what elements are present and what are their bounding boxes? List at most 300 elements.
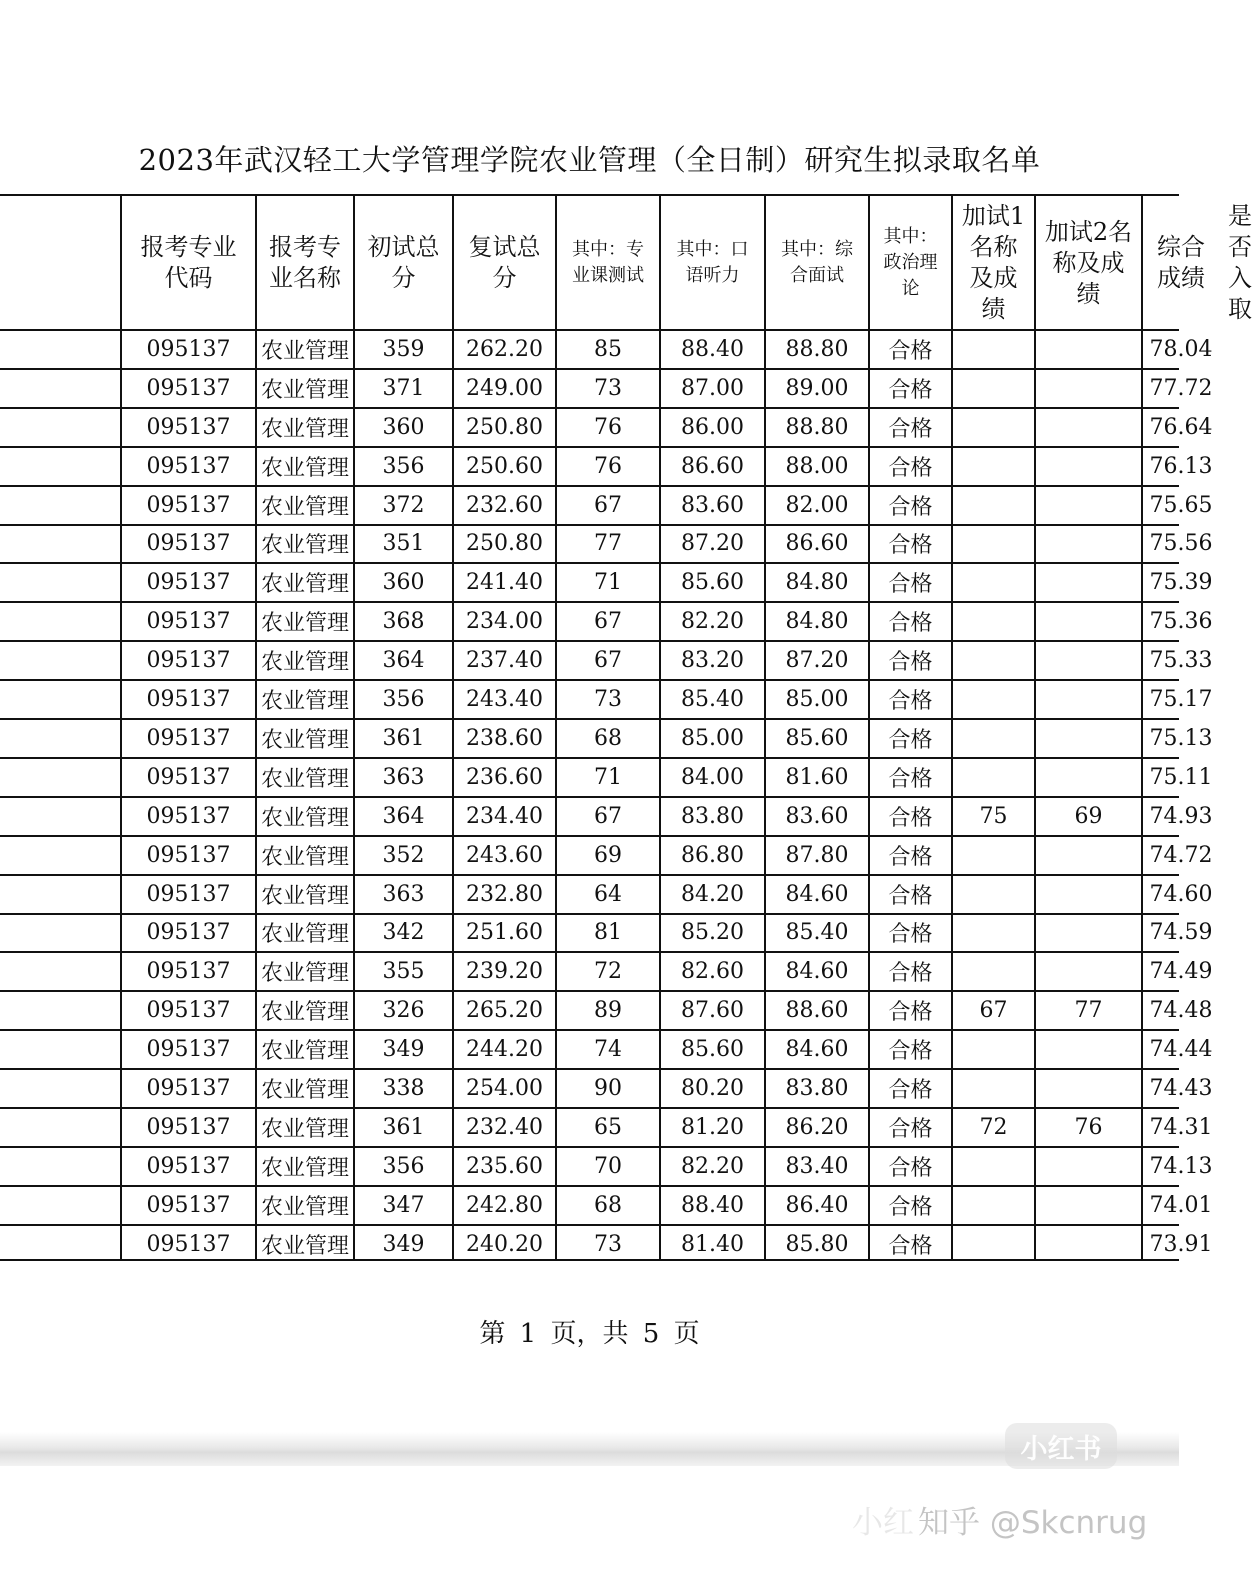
table-cell: 89 <box>594 998 622 1024</box>
table-cell: 85.40 <box>785 920 849 946</box>
table-cell: 82.60 <box>681 959 744 985</box>
column-header: 加试2名称及成绩 <box>1044 217 1133 308</box>
table-cell: 合格 <box>888 611 933 637</box>
table-cell: 农业管理 <box>260 689 349 715</box>
table-cell <box>952 408 1035 447</box>
table-cell: 87.00 <box>681 375 744 401</box>
table-cell: 349 <box>382 1231 425 1257</box>
table-cell: 67 <box>979 998 1008 1024</box>
table-cell: 88.80 <box>785 336 849 362</box>
table-cell: 84.60 <box>785 881 849 907</box>
table-cell: 242.80 <box>466 1192 543 1218</box>
table-cell: 农业管理 <box>260 1078 349 1104</box>
table-cell: 355 <box>382 959 425 985</box>
table-cell: 68 <box>594 1192 622 1218</box>
table-cell <box>952 1069 1035 1108</box>
table-cell: 67 <box>594 648 622 674</box>
table-cell: 250.80 <box>466 531 543 557</box>
table-cell: 74.48 <box>1149 998 1213 1024</box>
table-cell: 095137 <box>146 570 231 596</box>
table-cell: 合格 <box>888 377 933 403</box>
table-cell <box>1035 1147 1142 1186</box>
table-cell: 73 <box>594 687 622 713</box>
table-cell: 095137 <box>146 648 231 674</box>
table-cell: 356 <box>382 1153 425 1179</box>
table-cell: 合格 <box>888 650 933 676</box>
table-cell: 64 <box>594 881 622 907</box>
table-cell: 234.00 <box>466 609 543 635</box>
table-cell: 095137 <box>146 453 231 479</box>
table-row <box>0 563 1213 602</box>
row-divider <box>0 835 1179 837</box>
table-cell: 095137 <box>146 375 231 401</box>
table-cell: 农业管理 <box>260 1116 349 1142</box>
row-divider <box>0 796 1179 798</box>
table-cell <box>1035 758 1142 797</box>
table-cell: 74.01 <box>1149 1192 1213 1218</box>
column-header: 其中：专业课测试 <box>572 239 644 286</box>
table-row <box>0 914 1213 953</box>
table-cell: 农业管理 <box>260 1155 349 1181</box>
table-cell: 74.43 <box>1149 1076 1213 1102</box>
column-header: 报考专业代码 <box>140 233 237 292</box>
table-cell <box>1035 563 1142 602</box>
table-cell: 农业管理 <box>260 416 349 442</box>
table-cell: 87.20 <box>785 648 849 674</box>
table-cell: 73.91 <box>1149 1231 1213 1257</box>
table-cell: 238.60 <box>466 725 543 751</box>
table-cell: 84.60 <box>785 959 849 985</box>
table-cell: 87.60 <box>681 998 744 1024</box>
table-cell <box>1035 447 1142 486</box>
table-row <box>0 758 1213 797</box>
table-cell: 88.00 <box>785 453 849 479</box>
row-divider <box>0 913 1179 915</box>
table-cell: 095137 <box>146 881 231 907</box>
table-cell: 095137 <box>146 1114 231 1140</box>
table-cell: 359 <box>382 336 425 362</box>
table-row <box>0 680 1213 719</box>
table-cell: 095137 <box>146 1231 231 1257</box>
table-cell: 095137 <box>146 531 231 557</box>
table-cell <box>952 1186 1035 1225</box>
table-cell: 72 <box>979 1114 1008 1140</box>
column-header: 报考专业名称 <box>269 233 341 292</box>
table-cell: 85.60 <box>785 725 849 751</box>
table-cell: 67 <box>594 803 622 829</box>
table-cell <box>1035 602 1142 641</box>
table-cell <box>1035 914 1142 953</box>
table-cell: 89.00 <box>785 375 849 401</box>
table-cell: 371 <box>382 375 425 401</box>
table-cell: 86.60 <box>785 531 849 557</box>
table-cell: 363 <box>382 881 425 907</box>
row-divider <box>0 679 1179 681</box>
table-cell: 095137 <box>146 842 231 868</box>
table-cell: 244.20 <box>466 1037 543 1063</box>
row-divider <box>0 368 1179 370</box>
row-divider <box>0 1185 1179 1187</box>
table-cell: 67 <box>594 492 622 518</box>
table-cell: 合格 <box>888 1039 933 1065</box>
table-cell: 74.44 <box>1149 1037 1213 1063</box>
table-cell <box>952 836 1035 875</box>
table-cell: 78.04 <box>1149 336 1213 362</box>
table-cell: 农业管理 <box>260 1233 349 1259</box>
column-divider <box>1034 196 1036 1259</box>
table-cell: 361 <box>382 1114 425 1140</box>
table-cell: 86.40 <box>785 1192 849 1218</box>
table-cell: 农业管理 <box>260 844 349 870</box>
table-cell: 合格 <box>888 1233 933 1259</box>
table-cell: 81.60 <box>785 764 849 790</box>
table-cell: 095137 <box>146 1037 231 1063</box>
column-header: 是否入取 <box>1228 202 1252 323</box>
table-cell: 69 <box>594 842 622 868</box>
page-edge-shadow <box>0 1432 1179 1466</box>
page-title: 2023年武汉轻工大学管理学院农业管理（全日制）研究生拟录取名单 <box>138 143 1041 177</box>
table-cell: 74.31 <box>1149 1114 1213 1140</box>
table-cell: 农业管理 <box>260 922 349 948</box>
column-header: 其中：口语听力 <box>676 239 749 286</box>
table-cell: 342 <box>382 920 425 946</box>
table-cell: 239.20 <box>466 959 543 985</box>
table-cell: 77 <box>1074 998 1103 1024</box>
row-divider <box>0 1068 1179 1070</box>
table-cell: 农业管理 <box>260 1000 349 1026</box>
table-cell: 合格 <box>888 1194 933 1220</box>
column-header: 综合成绩 <box>1157 233 1205 292</box>
table-row <box>0 1147 1213 1186</box>
column-divider <box>868 196 870 1259</box>
table-cell: 095137 <box>146 609 231 635</box>
table-cell: 095137 <box>146 1192 231 1218</box>
table-cell <box>1035 1030 1142 1069</box>
table-cell: 74.60 <box>1149 881 1213 907</box>
table-cell: 095137 <box>146 920 231 946</box>
table-cell: 72 <box>594 959 622 985</box>
table-cell: 合格 <box>888 455 933 481</box>
table-cell <box>1035 408 1142 447</box>
table-cell: 68 <box>594 725 622 751</box>
row-divider <box>0 640 1179 642</box>
table-cell <box>952 719 1035 758</box>
table-row <box>0 952 1213 991</box>
table-cell: 85.00 <box>785 687 849 713</box>
table-cell: 243.60 <box>466 842 543 868</box>
table-cell <box>1035 1186 1142 1225</box>
table-cell: 81.40 <box>681 1231 744 1257</box>
table-cell: 356 <box>382 687 425 713</box>
row-divider <box>0 1029 1179 1031</box>
table-cell: 76.13 <box>1149 453 1213 479</box>
row-divider <box>0 562 1179 564</box>
table-cell <box>1035 486 1142 525</box>
table-cell: 86.80 <box>681 842 744 868</box>
table-cell: 农业管理 <box>260 455 349 481</box>
table-cell: 65 <box>594 1114 622 1140</box>
table-row <box>0 641 1213 680</box>
table-cell <box>952 641 1035 680</box>
table-cell: 241.40 <box>466 570 543 596</box>
table-cell: 76.64 <box>1149 414 1213 440</box>
table-cell <box>1035 875 1142 914</box>
row-divider <box>0 874 1179 876</box>
table-cell: 69 <box>1074 803 1103 829</box>
table-cell: 84.00 <box>681 764 744 790</box>
table-row <box>0 486 1213 525</box>
table-cell: 75.65 <box>1149 492 1213 518</box>
row-divider <box>0 1224 1179 1226</box>
table-cell: 372 <box>382 492 425 518</box>
table-row <box>0 836 1213 875</box>
row-divider <box>0 329 1179 331</box>
column-header: 其中：政治理论 <box>883 226 938 299</box>
table-cell: 368 <box>382 609 425 635</box>
table-row <box>0 1069 1213 1108</box>
table-cell: 250.80 <box>466 414 543 440</box>
watermark-text: 知乎 @Skcnrug <box>918 1504 1148 1541</box>
column-divider <box>555 196 557 1259</box>
table-cell: 360 <box>382 570 425 596</box>
table-cell: 农业管理 <box>260 805 349 831</box>
table-cell: 83.60 <box>681 492 744 518</box>
table-cell: 88.60 <box>785 998 849 1024</box>
table-cell: 76 <box>594 414 622 440</box>
table-row <box>0 1186 1213 1225</box>
table-cell <box>1035 1225 1142 1264</box>
table-cell: 74.59 <box>1149 920 1213 946</box>
table-cell: 364 <box>382 648 425 674</box>
table-cell: 095137 <box>146 1153 231 1179</box>
table-cell: 合格 <box>888 1000 933 1026</box>
table-cell: 77 <box>594 531 622 557</box>
table-cell: 85.60 <box>681 570 744 596</box>
table-cell: 86.20 <box>785 1114 849 1140</box>
table-cell: 262.20 <box>466 336 543 362</box>
table-cell: 80.20 <box>681 1076 744 1102</box>
table-cell <box>952 758 1035 797</box>
table-cell: 合格 <box>888 1155 933 1181</box>
table-cell: 合格 <box>888 961 933 987</box>
table-cell: 合格 <box>888 844 933 870</box>
table-cell: 82.00 <box>785 492 849 518</box>
table-row <box>0 1225 1213 1264</box>
table-cell: 合格 <box>888 1116 933 1142</box>
table-cell: 71 <box>594 764 622 790</box>
table-cell: 农业管理 <box>260 883 349 909</box>
table-cell <box>952 330 1035 369</box>
table-cell: 356 <box>382 453 425 479</box>
table-row <box>0 797 1213 836</box>
table-cell: 234.40 <box>466 803 543 829</box>
table-cell <box>1035 330 1142 369</box>
table-cell <box>1035 836 1142 875</box>
table-cell: 合格 <box>888 416 933 442</box>
column-divider <box>951 196 953 1259</box>
admission-table <box>0 194 1252 1261</box>
row-divider <box>0 601 1179 603</box>
table-cell: 352 <box>382 842 425 868</box>
xiaohongshu-logo-icon: 小红书 <box>1005 1423 1117 1469</box>
table-cell: 75.33 <box>1149 648 1213 674</box>
table-cell: 农业管理 <box>260 1194 349 1220</box>
table-cell: 240.20 <box>466 1231 543 1257</box>
row-divider <box>0 757 1179 759</box>
table-cell <box>952 369 1035 408</box>
table-cell: 76 <box>594 453 622 479</box>
table-cell <box>952 914 1035 953</box>
row-divider <box>0 951 1179 953</box>
row-divider <box>0 1107 1179 1109</box>
table-cell <box>952 563 1035 602</box>
table-cell <box>1035 641 1142 680</box>
column-header: 复试总分 <box>468 233 541 292</box>
table-cell: 农业管理 <box>260 766 349 792</box>
table-cell: 095137 <box>146 336 231 362</box>
table-row <box>0 408 1213 447</box>
table-cell: 88.80 <box>785 414 849 440</box>
table-cell <box>1035 680 1142 719</box>
column-divider <box>1141 196 1143 1259</box>
table-cell: 326 <box>382 998 425 1024</box>
table-cell: 85.80 <box>785 1231 849 1257</box>
table-cell: 合格 <box>888 922 933 948</box>
table-cell: 75.36 <box>1149 609 1213 635</box>
row-divider <box>0 718 1179 720</box>
table-cell: 90 <box>594 1076 622 1102</box>
table-cell <box>952 602 1035 641</box>
table-row <box>0 447 1213 486</box>
table-cell: 236.60 <box>466 764 543 790</box>
table-cell: 75.56 <box>1149 531 1213 557</box>
table-cell <box>952 952 1035 991</box>
table-cell: 合格 <box>888 572 933 598</box>
row-divider <box>0 990 1179 992</box>
table-cell: 合格 <box>888 727 933 753</box>
table-cell: 338 <box>382 1076 425 1102</box>
column-header: 其中：综合面试 <box>781 239 853 286</box>
table-row <box>0 369 1213 408</box>
table-cell: 75.11 <box>1149 764 1213 790</box>
table-cell <box>952 486 1035 525</box>
column-divider <box>659 196 661 1259</box>
table-cell: 合格 <box>888 494 933 520</box>
table-cell: 合格 <box>888 766 933 792</box>
table-cell: 095137 <box>146 492 231 518</box>
table-cell: 87.80 <box>785 842 849 868</box>
table-cell: 095137 <box>146 998 231 1024</box>
table-cell: 85.60 <box>681 1037 744 1063</box>
table-cell: 74.49 <box>1149 959 1213 985</box>
table-cell: 75.17 <box>1149 687 1213 713</box>
table-cell <box>1035 1069 1142 1108</box>
table-cell: 76 <box>1074 1114 1103 1140</box>
table-cell: 232.80 <box>466 881 543 907</box>
table-row <box>0 330 1213 369</box>
table-cell: 250.60 <box>466 453 543 479</box>
table-cell: 85.00 <box>681 725 744 751</box>
table-cell <box>1035 525 1142 564</box>
table-cell: 农业管理 <box>260 338 349 364</box>
table-row <box>0 1108 1213 1147</box>
row-divider <box>0 1146 1179 1148</box>
table-row <box>0 875 1213 914</box>
table-cell: 合格 <box>888 883 933 909</box>
table-cell: 095137 <box>146 725 231 751</box>
table-cell <box>952 1147 1035 1186</box>
row-divider <box>0 407 1179 409</box>
table-cell: 243.40 <box>466 687 543 713</box>
table-cell: 88.40 <box>681 336 744 362</box>
table-cell: 251.60 <box>466 920 543 946</box>
table-cell: 75.13 <box>1149 725 1213 751</box>
table-cell: 74 <box>594 1037 622 1063</box>
table-cell: 360 <box>382 414 425 440</box>
table-row <box>0 719 1213 758</box>
table-cell: 83.40 <box>785 1153 849 1179</box>
column-header: 加试1名称及成绩 <box>961 202 1026 323</box>
table-cell: 361 <box>382 725 425 751</box>
table-cell: 71 <box>594 570 622 596</box>
table-cell: 84.80 <box>785 609 849 635</box>
table-cell: 254.00 <box>466 1076 543 1102</box>
table-cell: 88.40 <box>681 1192 744 1218</box>
table-cell: 82.20 <box>681 1153 744 1179</box>
table-cell: 095137 <box>146 764 231 790</box>
table-cell: 84.60 <box>785 1037 849 1063</box>
table-cell: 265.20 <box>466 998 543 1024</box>
table-cell <box>1035 952 1142 991</box>
table-cell: 232.60 <box>466 492 543 518</box>
table-cell: 合格 <box>888 338 933 364</box>
table-cell: 73 <box>594 375 622 401</box>
table-cell: 合格 <box>888 805 933 831</box>
table-cell: 67 <box>594 609 622 635</box>
table-cell: 合格 <box>888 533 933 559</box>
table-cell: 232.40 <box>466 1114 543 1140</box>
table-cell: 349 <box>382 1037 425 1063</box>
table-cell: 农业管理 <box>260 650 349 676</box>
table-cell: 85.40 <box>681 687 744 713</box>
row-divider <box>0 524 1179 526</box>
table-cell <box>952 447 1035 486</box>
column-divider <box>452 196 454 1259</box>
table-row <box>0 991 1213 1030</box>
table-cell: 249.00 <box>466 375 543 401</box>
table-cell: 83.80 <box>785 1076 849 1102</box>
table-cell: 095137 <box>146 414 231 440</box>
table-cell: 73 <box>594 1231 622 1257</box>
table-cell: 347 <box>382 1192 425 1218</box>
table-cell: 095137 <box>146 803 231 829</box>
table-cell: 84.20 <box>681 881 744 907</box>
table-cell: 农业管理 <box>260 961 349 987</box>
table-cell: 86.60 <box>681 453 744 479</box>
table-cell <box>952 1225 1035 1264</box>
table-cell: 农业管理 <box>260 1039 349 1065</box>
table-row <box>0 525 1213 564</box>
table-cell: 农业管理 <box>260 377 349 403</box>
table-cell <box>1035 719 1142 758</box>
table-cell: 363 <box>382 764 425 790</box>
page-number: 第 1 页，共 5 页 <box>479 1319 700 1349</box>
table-cell: 77.72 <box>1149 375 1213 401</box>
table-row <box>0 1030 1213 1069</box>
column-divider <box>255 196 257 1259</box>
table-cell: 农业管理 <box>260 494 349 520</box>
table-cell: 83.20 <box>681 648 744 674</box>
